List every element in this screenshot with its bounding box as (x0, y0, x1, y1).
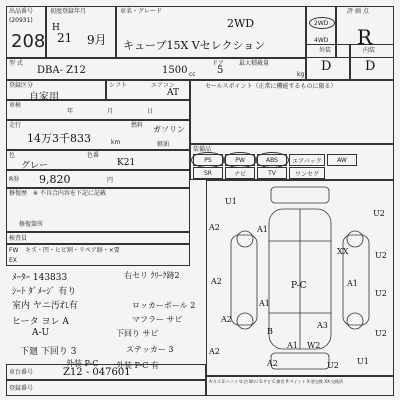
color-value: グレー (21, 161, 49, 171)
era: H (52, 23, 60, 33)
mark-w2: W2 (307, 341, 321, 350)
interior-label: 内装 (363, 47, 376, 54)
reg-number-label: 登録番号 (9, 385, 34, 392)
interior-grade: D (365, 59, 376, 74)
color-code: K21 (117, 158, 136, 168)
displacement-unit: cc (189, 71, 196, 78)
equip-pw-circle (223, 152, 257, 168)
equip-tv: TV (257, 167, 287, 179)
sales-title: セールスポイント（正常に機能するものに限る） (205, 83, 337, 90)
color-row (6, 150, 190, 170)
note-line-7b: 外装 P-C 有 (116, 361, 159, 370)
first-reg-box (46, 6, 116, 58)
mileage-value: 14万3千833 (27, 132, 91, 145)
eval-label: 評 価 点 (347, 8, 369, 15)
recycle-row (6, 170, 190, 188)
equipment-label: 装備品 (193, 146, 212, 153)
lot-number: 208 (11, 31, 46, 52)
year-label: 年 (67, 108, 74, 115)
equip-abs-circle (255, 152, 289, 168)
color-code-label: 色番 (87, 152, 100, 159)
recycle-unit: 円 (107, 177, 114, 184)
first-reg-label: 初度登録年月 (50, 8, 87, 15)
equip-aw: AW (327, 154, 357, 166)
equip-navi: ナビ (225, 167, 255, 179)
note-line-2: ｼｰﾄ ﾀﾞﾒｰｼﾞ 有り (12, 287, 77, 297)
month-label: 月 (107, 108, 114, 115)
mark-u2-low: U2 (375, 329, 387, 338)
note-line-4b: マフラー サビ (132, 315, 183, 324)
mark-a2-mid: A2 (211, 277, 222, 286)
reg-class-row (6, 80, 106, 103)
chassis-value: Z12 - 047601 (63, 367, 131, 378)
lot-label: 出品番号 (9, 8, 34, 15)
drive-4wd: 4WD (314, 37, 329, 44)
inspection-row (6, 100, 190, 120)
reg-class-label: 登録区分 (9, 82, 34, 89)
mark-a2-left: A2 (209, 223, 220, 232)
color-label: 色 (9, 152, 16, 159)
equip-abs: ABS (257, 154, 287, 166)
exterior-label: 外装 (319, 47, 332, 54)
sales-box (190, 80, 394, 144)
shift-label: シフト (109, 82, 128, 89)
history-parts-label: 修復箇所 (19, 221, 44, 228)
history-note: ※ 不具合内容を下記に記載 (33, 190, 106, 197)
ac-label: エアコン (151, 82, 175, 89)
load-label: 最大積載量 (239, 60, 270, 67)
name-grade-label: 車名・グレード (120, 8, 163, 15)
mark-a2-low: A2 (209, 347, 220, 356)
ex-label: EX (9, 257, 17, 264)
recycle-value: 9,820 (39, 173, 71, 186)
equip-oneseg: ワンセグ (289, 167, 325, 179)
car-diagram (207, 181, 393, 375)
fw-label: FW (9, 247, 19, 254)
lot-box (6, 6, 46, 58)
equip-sr: SR (193, 167, 223, 179)
mark-a1-left: A1 (257, 225, 268, 234)
note-line-3b: ロッカーポール 2 (132, 301, 196, 310)
reg-class-value: 自家用 (29, 92, 59, 103)
exterior-box (306, 44, 350, 80)
equip-airbag: エアバック (289, 154, 325, 166)
shift-value: AT (167, 88, 180, 98)
model-row (6, 58, 306, 80)
legend-line: キズ・凹・ヒビ割・リペア跡・×要 (25, 247, 120, 254)
mark-u2-bottom: U2 (327, 361, 339, 370)
mark-u2-mid: U2 (375, 289, 387, 298)
mark-b: B (267, 327, 273, 336)
drive-handwritten: 2WD (227, 17, 255, 30)
mark-a2-bottom: A2 (267, 359, 278, 368)
displacement: 1500 (162, 65, 188, 76)
mileage-unit: km (111, 139, 121, 146)
name-grade-box (116, 6, 306, 58)
mark-pc: P-C (291, 281, 307, 291)
mark-xx: XX (337, 247, 349, 256)
mark-a2-mid2: A2 (221, 315, 232, 324)
mark-a1-right: A1 (347, 279, 358, 288)
lot-sub: (20931) (9, 17, 33, 24)
month: 9月 (87, 33, 107, 47)
interior-box (350, 44, 394, 80)
shift-row (106, 80, 190, 100)
car-name: キューブ15X Vセレクション (123, 39, 266, 52)
history-label: 修復歴 (9, 190, 28, 197)
recycle-label: R券 (9, 176, 20, 183)
note-line-6b: ステッカー 3 (126, 345, 174, 354)
door-label: ドア (212, 60, 224, 67)
note-line-5b: 下回り サビ (116, 329, 159, 338)
inspection-label: 車検 (9, 102, 22, 109)
chassis-row (6, 364, 206, 380)
note-line-5: A-U (32, 328, 50, 338)
door-value: 5 (217, 65, 224, 76)
equip-ps-circle (191, 152, 225, 168)
chassis-label: 車台番号 (9, 369, 34, 376)
footer-legend: A:キズ E:ヘコミ U:凹 W:ﾅﾐ S:サビ C:腐食 P:ペイント X:要交換 XX:交換済 (209, 379, 344, 384)
note-line-4: ヒータ ヨレ A (12, 317, 69, 327)
mark-u1-bottom: U1 (357, 357, 369, 366)
mark-a1-mid: A1 (259, 299, 270, 308)
mark-u1-top: U1 (225, 197, 237, 206)
fuel-label: 燃料 (131, 122, 144, 129)
lease-label: 軽油 (157, 141, 170, 148)
day-label: 日 (147, 108, 154, 115)
history-row (6, 188, 190, 232)
diagram-box (206, 180, 394, 376)
equip-pw: PW (225, 154, 255, 166)
legend-footer (206, 376, 394, 396)
drive-2wd: 2WD (314, 20, 329, 27)
note-line-1: ﾒｰﾀｰ 143833 (12, 273, 68, 283)
grade-value: R (357, 25, 373, 49)
mark-u2-top: U2 (373, 209, 385, 218)
legend-row (6, 244, 190, 266)
mark-u2-right: U2 (375, 251, 387, 260)
note-line-7: 外装 P-C (66, 359, 99, 368)
equipment-box (190, 144, 394, 180)
mark-a3: A3 (317, 321, 328, 330)
note-line-3: 室内 ヤニ汚れ有 (12, 301, 78, 311)
model-value: DBA- Z12 (37, 65, 86, 76)
mileage-label: 走行 (9, 122, 22, 129)
notes-area (6, 266, 206, 376)
note-line-1b: 右セリ ｸﾘｰｸ跡2 (124, 271, 180, 280)
reg-number-row (6, 380, 206, 396)
load-unit: kg (297, 71, 305, 78)
inspector-label: 検査員 (9, 235, 28, 242)
mark-a1-low: A1 (287, 341, 298, 350)
year: 21 (57, 31, 73, 45)
fuel-value: ガソリン (153, 125, 185, 134)
inspector-row (6, 232, 190, 244)
note-line-6: 下廻 下回り 3 (20, 347, 77, 357)
exterior-grade: D (321, 59, 332, 74)
mileage-row (6, 120, 190, 150)
equip-ps: PS (193, 154, 223, 166)
model-label: 型 式 (9, 60, 23, 67)
